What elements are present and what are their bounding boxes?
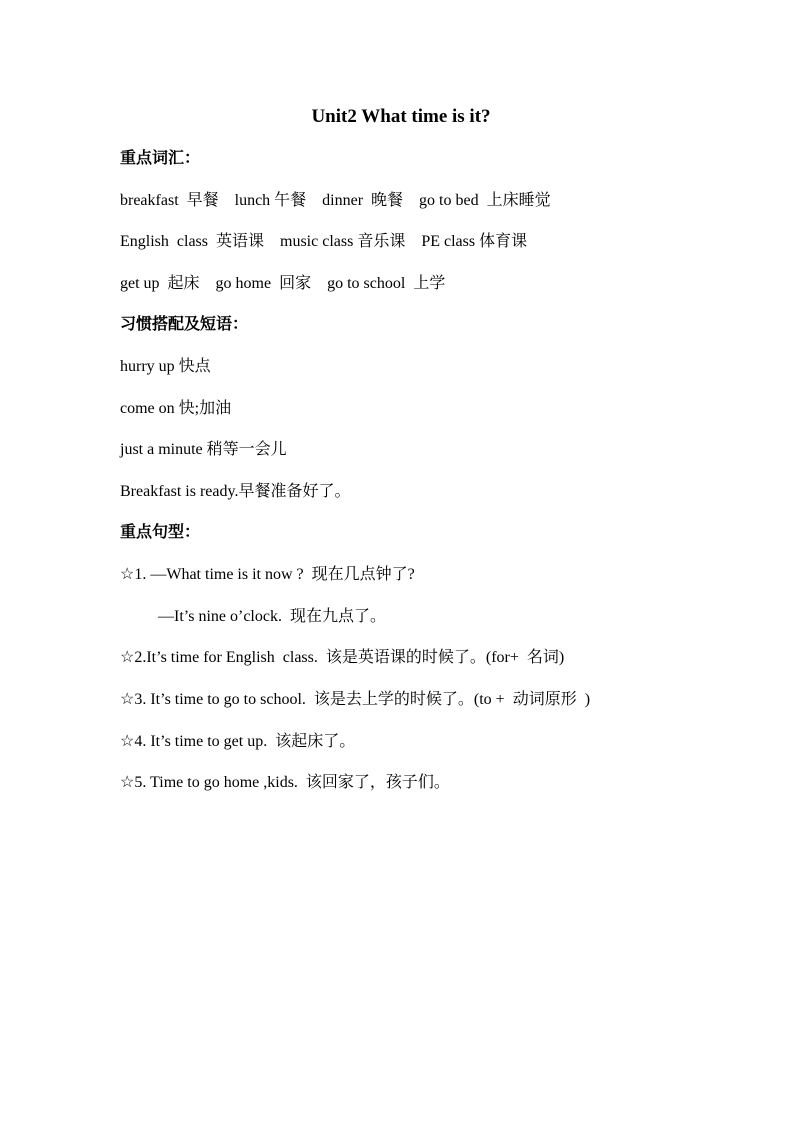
sentences-heading: 重点句型： <box>120 524 201 541</box>
phrase-line-4: Breakfast is ready.早餐准备好了。 <box>120 483 351 500</box>
sentence-line-3: ☆3. It’s time to go to school. 该是去上学的时候了。(to + 动词原形 ) <box>120 691 591 708</box>
vocab-line-3: get up 起床 go home 回家 go to school 上学 <box>120 275 446 292</box>
phrases-heading: 习惯搭配及短语： <box>120 316 249 333</box>
sentence-line-4: ☆4. It’s time to get up. 该起床了。 <box>120 733 356 750</box>
phrase-line-2: come on 快;加油 <box>120 400 232 417</box>
sentence-line-1: ☆1. —What time is it now ? 现在几点钟了? <box>120 566 415 583</box>
vocab-line-2: English class 英语课 music class 音乐课 PE class 体育课 <box>120 233 528 250</box>
sentence-line-1-answer: —It’s nine o’clock. 现在九点了。 <box>158 608 386 625</box>
sentence-line-2: ☆2.It’s time for English class. 该是英语课的时候了。(for+ 名词) <box>120 649 565 666</box>
document-title: Unit2 What time is it? <box>311 106 491 127</box>
sentence-line-5: ☆5. Time to go home ,kids. 该回家了，孩子们。 <box>120 774 450 791</box>
phrase-line-3: just a minute 稍等一会儿 <box>120 441 287 458</box>
phrase-line-1: hurry up 快点 <box>120 358 211 375</box>
vocab-heading: 重点词汇： <box>120 150 201 167</box>
vocab-line-1: breakfast 早餐 lunch 午餐 dinner 晚餐 go to bed 上床睡觉 <box>120 192 551 209</box>
